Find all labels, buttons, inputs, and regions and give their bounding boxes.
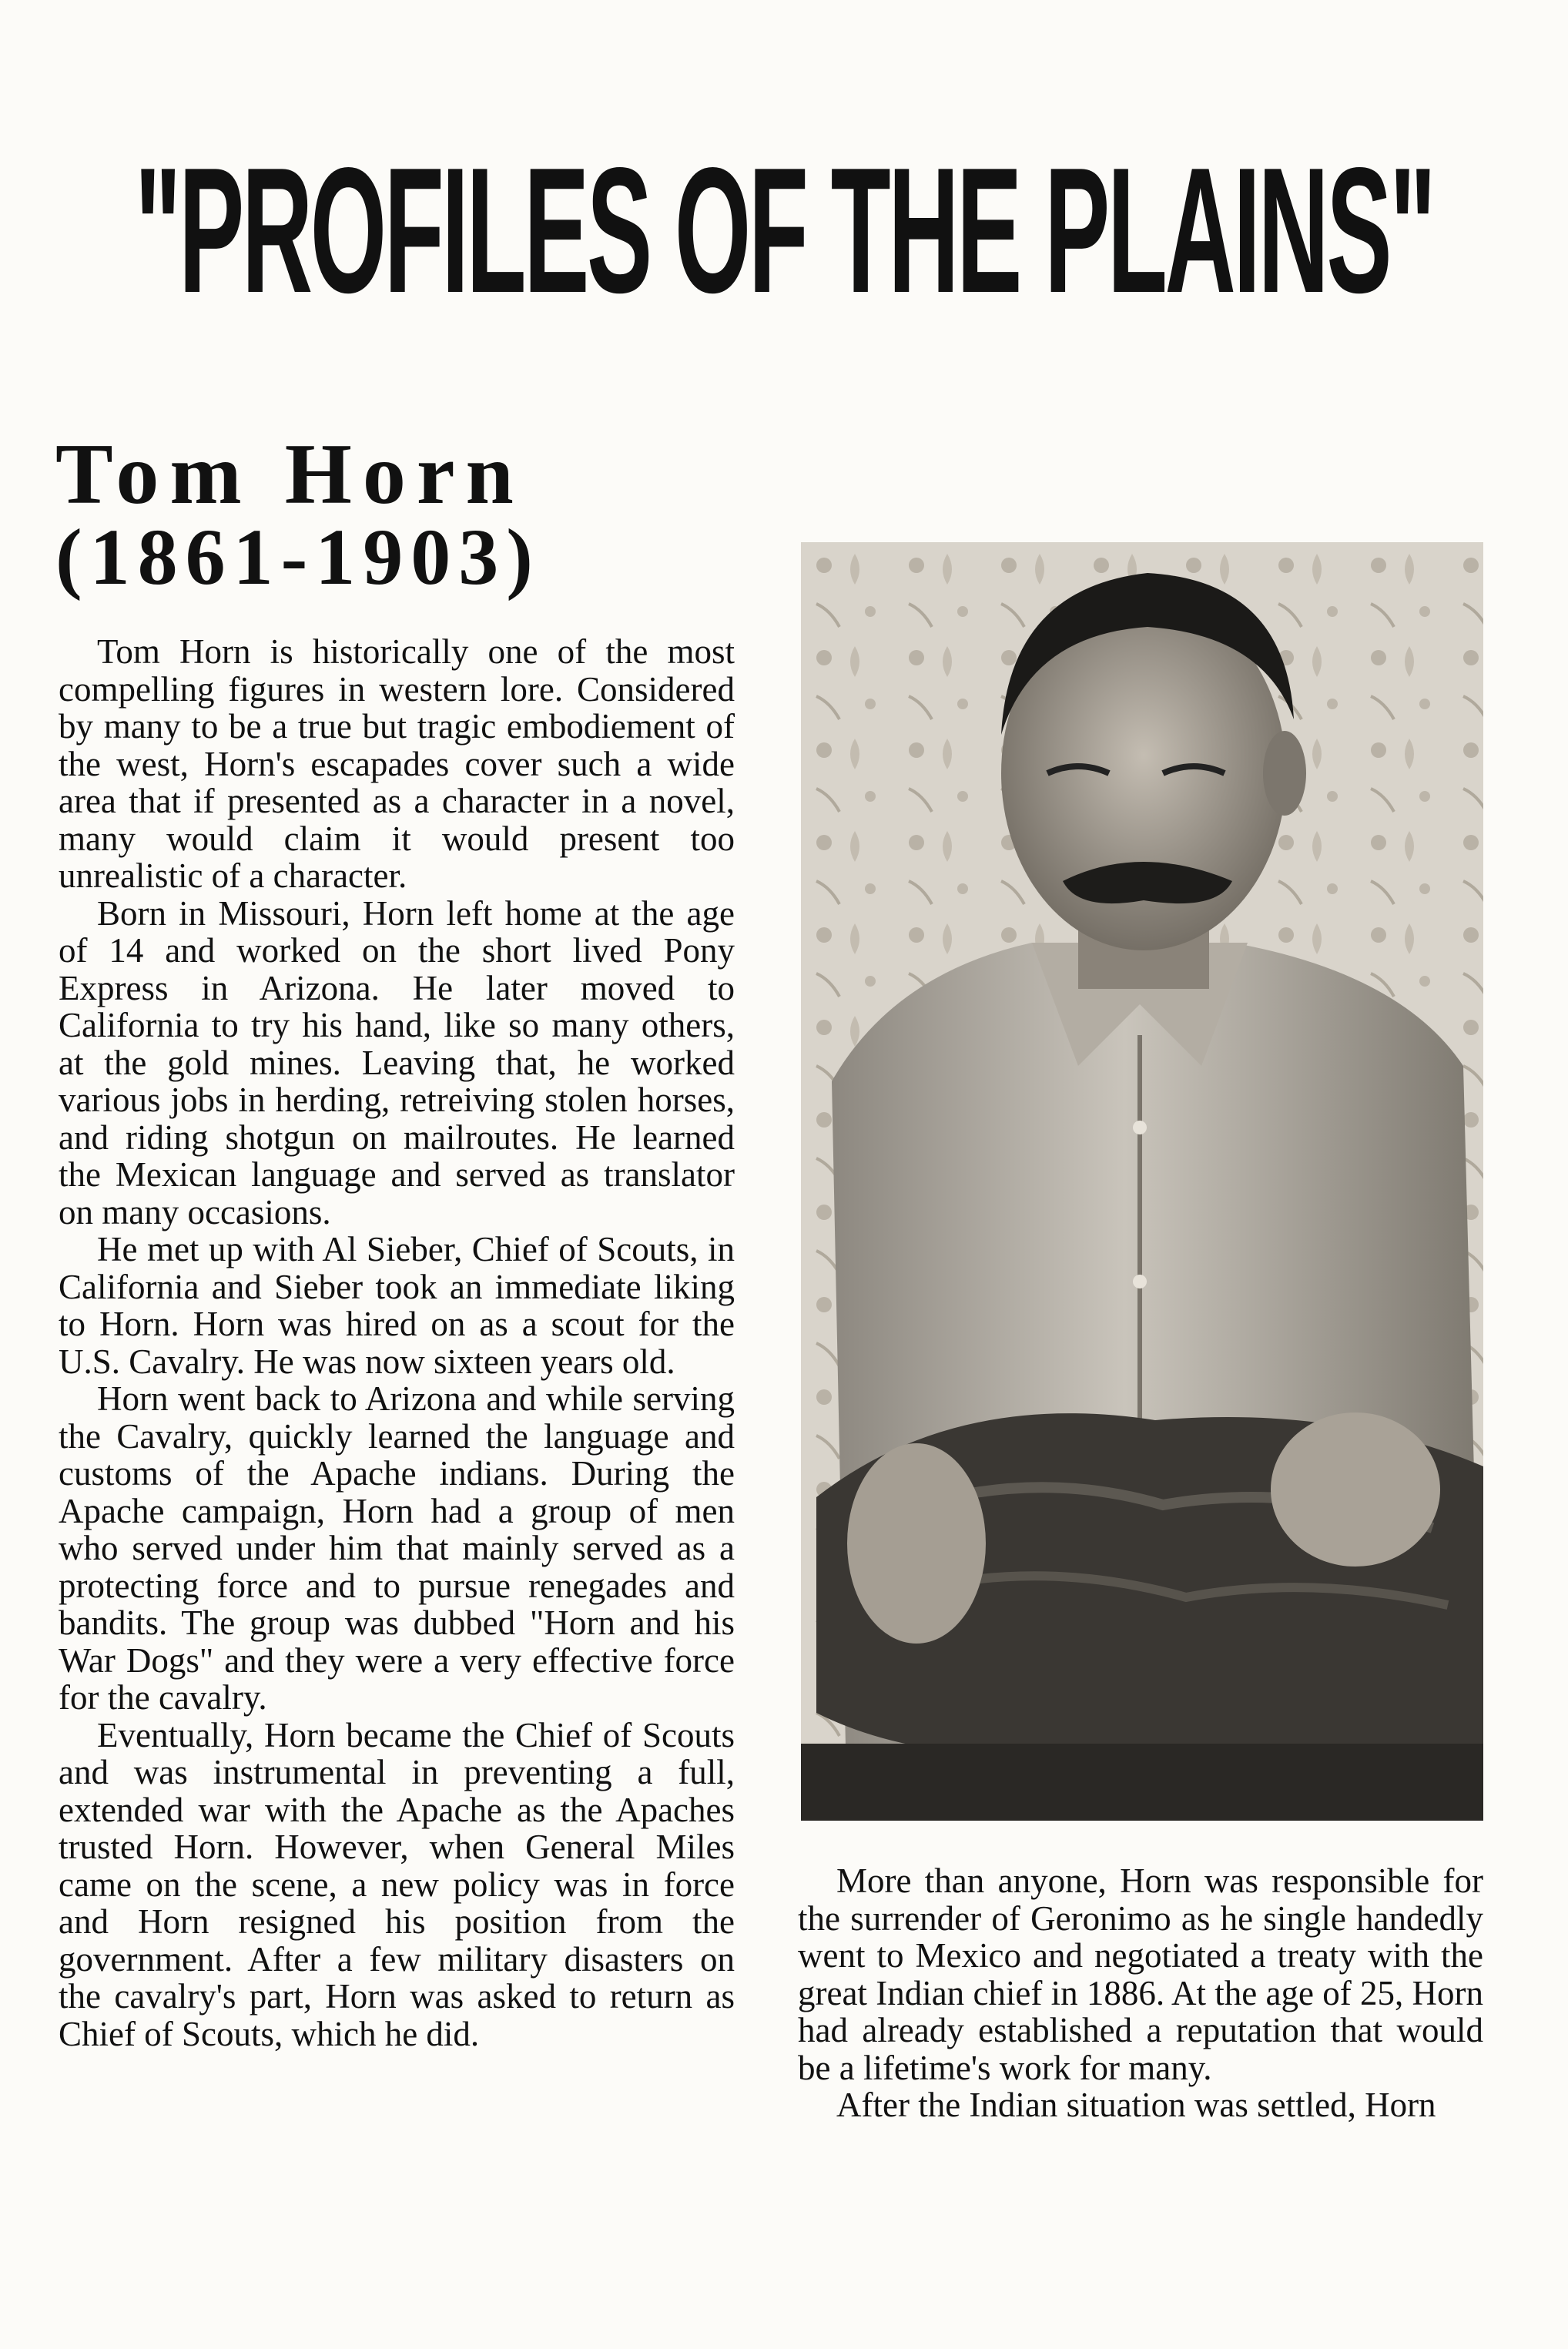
paragraph: He met up with Al Sieber, Chief of Scouts, in California and Sieber took an immediate liking to Horn. Horn was hired on as a scout for the U.S. Cavalry. He was now sixteen years old. xyxy=(59,1230,735,1381)
portrait-illustration xyxy=(801,542,1483,1821)
paragraph: After the Indian situation was settled, Horn xyxy=(836,2086,1436,2124)
paragraph: Born in Missouri, Horn left home at the age of 14 and worked on the short lived Pony Express in Arizona. He later moved to California to try his hand, like so many others, at the gold mines. Leaving that, he worked various jobs in herding, retreiving stolen horses, and riding shotgun on mailroutes. He learned the Mexican language and served as translator on many occasions. xyxy=(59,893,735,1231)
paragraph: Tom Horn is historically one of the most compelling figures in western lore. Considered by many to be a true but tragic embodiement of the west, Horn's escapades cover such a wide area that if presented as a character in a novel, many would claim it would present too unrealistic of a character. xyxy=(59,632,735,895)
left-column xyxy=(59,633,735,2052)
article-title: Tom Horn xyxy=(55,427,524,522)
right-column xyxy=(798,1862,1483,2124)
paragraph: Eventually, Horn became the Chief of Scouts and was instrumental in preventing a full, extended war with the Apache as the Apaches trusted Horn. However, when General Miles came on the scene, a new policy was in force and Horn resigned his position from the government. After a few military disasters on the cavalry's part, Horn was asked to return as Chief of Scouts, which he did. xyxy=(59,1715,735,2053)
masthead xyxy=(0,116,1568,347)
paragraph: Horn went back to Arizona and while serving the Cavalry, quickly learned the language and customs of the Apache indians. During the Apache campaign, Horn had a group of men who served under him that mainly served as a protecting force and to pursue renegades and bandits. The group was dubbed "Horn and his War Dogs" and they were a very effective force for the cavalry. xyxy=(59,1379,735,1717)
portrait-photo xyxy=(801,542,1483,1821)
article-years: (1861-1903) xyxy=(55,513,541,601)
paragraph: More than anyone, Horn was responsible for the surrender of Geronimo as he single handedly went to Mexico and negotiated a treaty with the great Indian chief in 1886. At the age of 25, Horn had already established a reputation that would be a lifetime's work for many. xyxy=(798,1861,1483,2087)
masthead-title: "PROFILES OF THE PLAINS" xyxy=(134,131,1434,330)
